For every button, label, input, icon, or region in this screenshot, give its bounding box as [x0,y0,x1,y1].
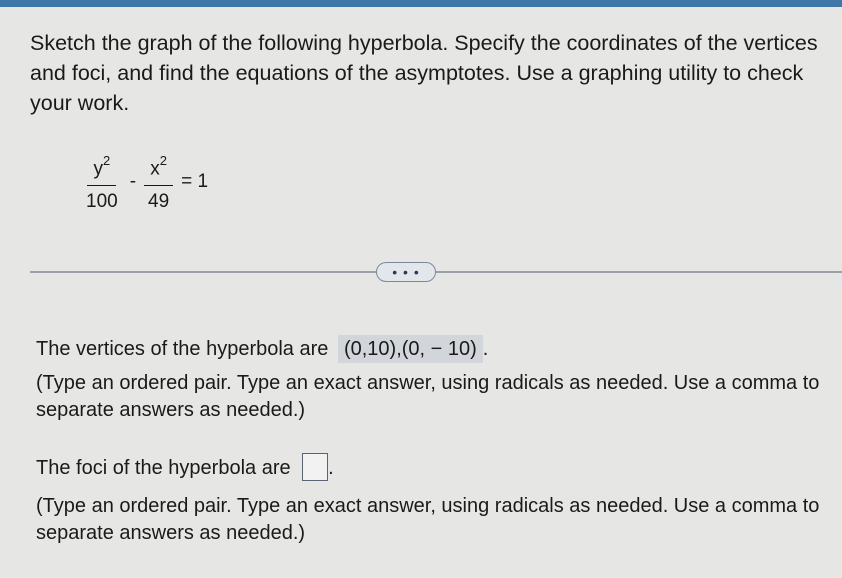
vertices-suffix: . [482,338,489,360]
foci-instructions: (Type an ordered pair. Type an exact answer, using radicals as needed. Use a comma to separate answers as needed.) [36,495,820,544]
fraction-x-numerator: $x^2$ [144,150,173,186]
fraction-y [80,150,124,214]
vertices-answer-box[interactable]: (0,10),(0, − 10) [338,335,483,363]
top-accent-bar [0,0,842,7]
foci-answer-line [36,454,334,483]
fraction-y-numerator: $y^2$ [87,150,116,186]
vertices-label: The vertices of the hyperbola are [36,338,329,360]
minus-operator: - [129,171,137,192]
vertices-answer-line [36,335,488,363]
fraction-x [142,150,175,214]
foci-suffix: . [328,457,334,479]
foci-label: The foci of the hyperbola are [36,457,291,479]
expand-more-button[interactable]: • • • [376,262,436,282]
vertices-instructions: (Type an ordered pair. Type an exact answer, using radicals as needed. Use a comma to separate answers as needed.) [36,372,820,421]
fraction-x-denominator: 49 [148,191,170,213]
hyperbola-equation [80,142,214,222]
fraction-y-denominator: 100 [86,191,118,213]
question-prompt: Sketch the graph of the following hyperbola. Specify the coordinates of the vertices and foci, and find the equations of the asymptotes. Use a graphing utility to check your work. [30,31,818,115]
equation-rhs: = 1 [181,171,209,192]
foci-answer-input[interactable] [302,453,328,481]
section-divider [30,271,842,273]
